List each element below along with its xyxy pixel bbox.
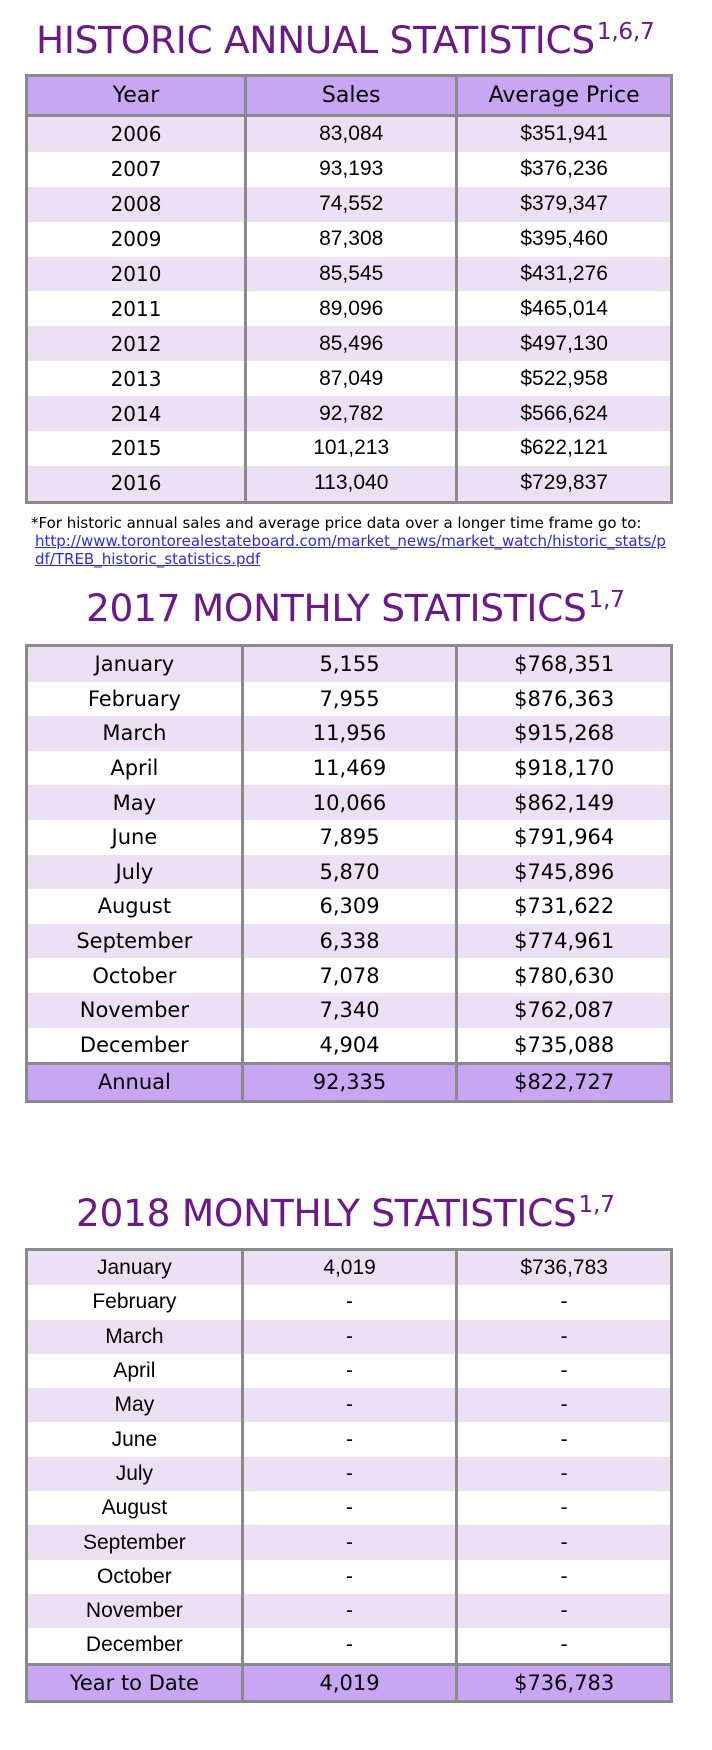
average-price-cell: $431,276	[457, 257, 672, 292]
table-row	[27, 646, 672, 682]
total-sales-cell: 4,019	[242, 1664, 457, 1701]
table-row	[27, 889, 672, 924]
table-row	[27, 1320, 672, 1354]
sales-cell: 11,469	[242, 751, 457, 786]
period-cell: June	[27, 820, 243, 855]
period-cell: 2008	[27, 187, 246, 222]
table-row	[27, 1457, 672, 1491]
period-cell: 2011	[27, 291, 246, 326]
historic-stats-link[interactable]: http://www.torontorealestateboard.com/market_news/market_watch/historic_stats/pdf/TREB_historic_statistics.pdf	[35, 532, 666, 568]
average-price-cell: -	[457, 1525, 672, 1559]
average-price-cell: $780,630	[457, 958, 672, 993]
average-price-cell: $774,961	[457, 924, 672, 959]
sales-cell: 85,545	[246, 257, 457, 292]
monthly-2017-title	[86, 585, 625, 630]
average-price-cell: $918,170	[457, 751, 672, 786]
average-price-cell: $736,783	[457, 1250, 672, 1286]
average-price-cell: $566,624	[457, 396, 672, 431]
table-row	[27, 396, 672, 431]
monthly-2018-table-body	[27, 1250, 672, 1702]
period-cell: 2007	[27, 152, 246, 187]
table-row	[27, 222, 672, 257]
sales-cell: 83,084	[246, 116, 457, 152]
average-price-cell: $376,236	[457, 152, 672, 187]
page-bottom-edge	[0, 1745, 712, 1750]
table-row	[27, 1354, 672, 1388]
sales-cell: 11,956	[242, 716, 457, 751]
period-cell: May	[27, 1388, 243, 1422]
sales-cell: 101,213	[246, 431, 457, 466]
table-row	[27, 431, 672, 466]
average-price-cell: -	[457, 1388, 672, 1422]
average-price-cell: -	[457, 1491, 672, 1525]
total-period-cell: Annual	[27, 1064, 243, 1102]
period-cell: August	[27, 889, 243, 924]
historic-title-text: HISTORIC ANNUAL STATISTICS	[36, 18, 595, 62]
table-row	[27, 1250, 672, 1286]
historic-statistics-table	[25, 74, 673, 504]
historic-statistics-title	[36, 17, 655, 62]
average-price-cell: $351,941	[457, 116, 672, 152]
average-price-cell: $745,896	[457, 855, 672, 890]
average-price-cell: $379,347	[457, 187, 672, 222]
monthly-2018-title-footnote-ref: 1,7	[578, 1190, 615, 1218]
average-price-cell: -	[457, 1560, 672, 1594]
average-price-cell: $768,351	[457, 646, 672, 682]
sales-cell: 113,040	[246, 466, 457, 502]
table-row	[27, 1560, 672, 1594]
period-cell: 2014	[27, 396, 246, 431]
average-price-cell: $465,014	[457, 291, 672, 326]
column-header-year: Year	[27, 76, 246, 116]
average-price-cell: -	[457, 1422, 672, 1456]
sales-cell: 92,782	[246, 396, 457, 431]
table-row	[27, 1594, 672, 1628]
average-price-cell: -	[457, 1285, 672, 1319]
period-cell: October	[27, 1560, 243, 1594]
table-total-row	[27, 1064, 672, 1102]
sales-cell: -	[242, 1491, 457, 1525]
table-row	[27, 1628, 672, 1664]
period-cell: February	[27, 1285, 243, 1319]
table-row	[27, 1388, 672, 1422]
sales-cell: 87,049	[246, 361, 457, 396]
average-price-cell: $497,130	[457, 326, 672, 361]
period-cell: November	[27, 1594, 243, 1628]
table-row	[27, 187, 672, 222]
footnote-text: *For historic annual sales and average price data over a longer time frame go to:	[31, 514, 642, 532]
sales-cell: 74,552	[246, 187, 457, 222]
average-price-cell: $735,088	[457, 1028, 672, 1064]
table-row	[27, 1028, 672, 1064]
table-row	[27, 716, 672, 751]
sales-cell: -	[242, 1525, 457, 1559]
total-sales-cell: 92,335	[242, 1064, 457, 1102]
average-price-cell: $731,622	[457, 889, 672, 924]
sales-cell: 10,066	[242, 785, 457, 820]
average-price-cell: -	[457, 1628, 672, 1664]
table-row	[27, 958, 672, 993]
average-price-cell: $522,958	[457, 361, 672, 396]
table-row	[27, 1422, 672, 1456]
sales-cell: -	[242, 1285, 457, 1319]
period-cell: August	[27, 1491, 243, 1525]
period-cell: January	[27, 646, 243, 682]
monthly-2017-title-footnote-ref: 1,7	[588, 585, 625, 613]
total-average-price-cell: $822,727	[457, 1064, 672, 1102]
table-row	[27, 682, 672, 717]
period-cell: September	[27, 1525, 243, 1559]
table-row	[27, 152, 672, 187]
sales-cell: 5,155	[242, 646, 457, 682]
average-price-cell: -	[457, 1594, 672, 1628]
table-row	[27, 361, 672, 396]
period-cell: February	[27, 682, 243, 717]
sales-cell: 87,308	[246, 222, 457, 257]
table-row	[27, 820, 672, 855]
period-cell: March	[27, 716, 243, 751]
period-cell: April	[27, 751, 243, 786]
period-cell: May	[27, 785, 243, 820]
period-cell: April	[27, 1354, 243, 1388]
table-row	[27, 116, 672, 152]
period-cell: July	[27, 855, 243, 890]
period-cell: June	[27, 1422, 243, 1456]
period-cell: November	[27, 993, 243, 1028]
historic-title-footnote-ref: 1,6,7	[596, 17, 655, 45]
monthly-2017-table	[25, 644, 673, 1103]
period-cell: 2016	[27, 466, 246, 502]
table-row	[27, 785, 672, 820]
total-average-price-cell: $736,783	[457, 1664, 672, 1701]
table-row	[27, 1525, 672, 1559]
sales-cell: -	[242, 1457, 457, 1491]
sales-cell: 7,895	[242, 820, 457, 855]
sales-cell: 4,019	[242, 1250, 457, 1286]
sales-cell: 5,870	[242, 855, 457, 890]
average-price-cell: -	[457, 1457, 672, 1491]
table-row	[27, 855, 672, 890]
table-header-row	[27, 76, 672, 116]
sales-cell: 89,096	[246, 291, 457, 326]
sales-cell: -	[242, 1560, 457, 1594]
average-price-cell: $876,363	[457, 682, 672, 717]
column-header-sales: Sales	[246, 76, 457, 116]
total-period-cell: Year to Date	[27, 1664, 243, 1701]
table-total-row	[27, 1664, 672, 1701]
average-price-cell: -	[457, 1354, 672, 1388]
historic-footnote	[31, 514, 671, 568]
average-price-cell: $791,964	[457, 820, 672, 855]
table-row	[27, 257, 672, 292]
table-row	[27, 1285, 672, 1319]
table-row	[27, 291, 672, 326]
monthly-2018-title	[76, 1190, 615, 1235]
sales-cell: 4,904	[242, 1028, 457, 1064]
period-cell: 2006	[27, 116, 246, 152]
monthly-2018-title-text: 2018 MONTHLY STATISTICS	[76, 1191, 577, 1235]
period-cell: December	[27, 1028, 243, 1064]
sales-cell: -	[242, 1628, 457, 1664]
table-row	[27, 1491, 672, 1525]
sales-cell: 6,338	[242, 924, 457, 959]
period-cell: December	[27, 1628, 243, 1664]
sales-cell: -	[242, 1594, 457, 1628]
historic-table-body	[27, 116, 672, 503]
average-price-cell: $622,121	[457, 431, 672, 466]
average-price-cell: $762,087	[457, 993, 672, 1028]
sales-cell: 7,078	[242, 958, 457, 993]
monthly-2017-table-body	[27, 646, 672, 1102]
period-cell: 2009	[27, 222, 246, 257]
sales-cell: 6,309	[242, 889, 457, 924]
average-price-cell: $395,460	[457, 222, 672, 257]
average-price-cell: $862,149	[457, 785, 672, 820]
period-cell: March	[27, 1320, 243, 1354]
sales-cell: 93,193	[246, 152, 457, 187]
period-cell: 2013	[27, 361, 246, 396]
period-cell: 2010	[27, 257, 246, 292]
table-row	[27, 466, 672, 502]
sales-cell: 7,340	[242, 993, 457, 1028]
period-cell: September	[27, 924, 243, 959]
sales-cell: -	[242, 1354, 457, 1388]
monthly-2018-table	[25, 1248, 673, 1703]
period-cell: October	[27, 958, 243, 993]
column-header-average-price: Average Price	[457, 76, 672, 116]
sales-cell: 7,955	[242, 682, 457, 717]
sales-cell: 85,496	[246, 326, 457, 361]
table-row	[27, 751, 672, 786]
period-cell: January	[27, 1250, 243, 1286]
average-price-cell: $729,837	[457, 466, 672, 502]
table-row	[27, 326, 672, 361]
monthly-2017-title-text: 2017 MONTHLY STATISTICS	[86, 586, 587, 630]
sales-cell: -	[242, 1388, 457, 1422]
period-cell: 2012	[27, 326, 246, 361]
sales-cell: -	[242, 1320, 457, 1354]
average-price-cell: -	[457, 1320, 672, 1354]
average-price-cell: $915,268	[457, 716, 672, 751]
period-cell: 2015	[27, 431, 246, 466]
table-row	[27, 924, 672, 959]
period-cell: July	[27, 1457, 243, 1491]
sales-cell: -	[242, 1422, 457, 1456]
table-row	[27, 993, 672, 1028]
